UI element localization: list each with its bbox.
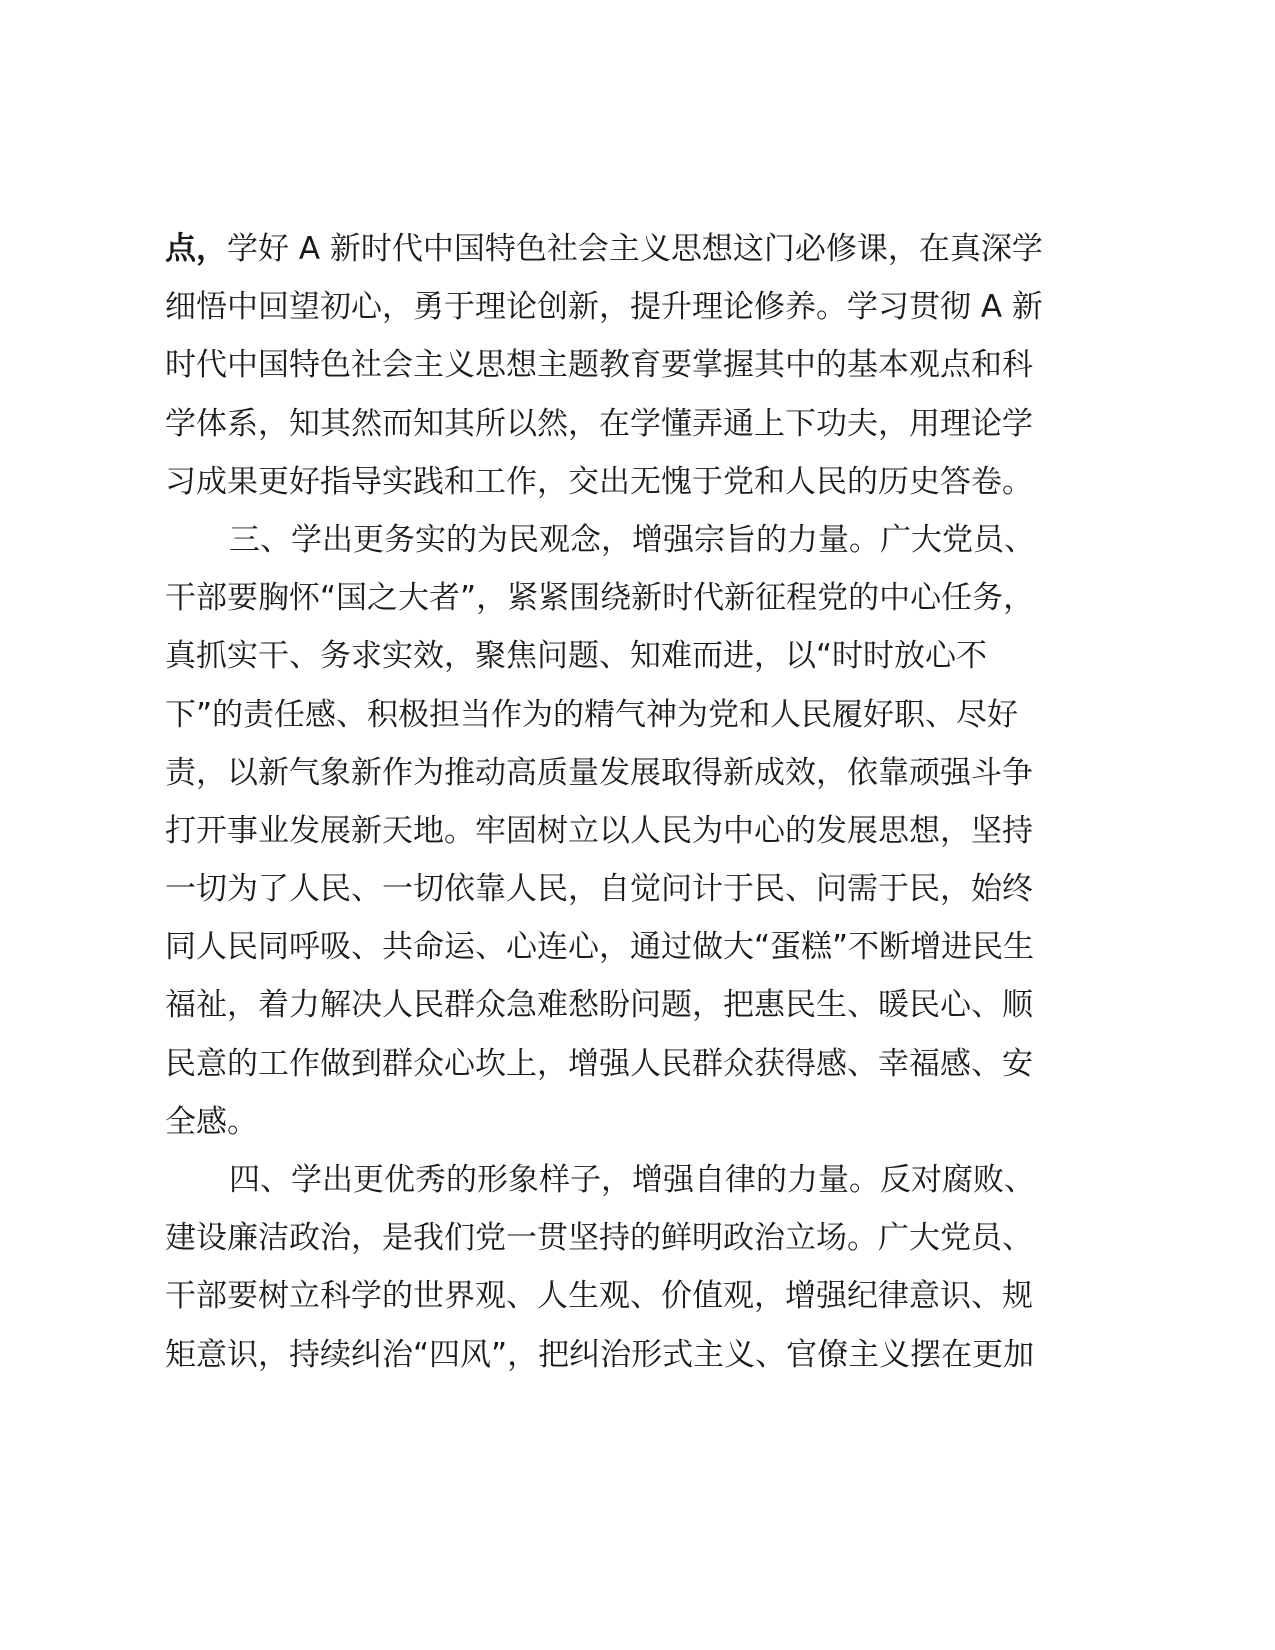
text-line: 真抓实干、务求实效，聚焦问题、知难而进，以“时时放心不 — [165, 638, 988, 675]
text-line: 责，以新气象新作为推动高质量发展取得新成效，依靠顽强斗争 — [165, 754, 1033, 791]
text-line: 民意的工作做到群众心坎上，增强人民群众获得感、幸福感、安 — [165, 1045, 1033, 1082]
text-fragment-bold: 点， — [165, 231, 227, 267]
text-fragment: 学好 A 新时代中国特色社会主义思想这门必修课，在真深学 — [227, 231, 1043, 267]
text-line: 建设廉洁政治，是我们党一贯坚持的鲜明政治立场。广大党员、 — [165, 1220, 1033, 1257]
text-line: 下”的责任感、积极担当作为的精气神为党和人民履好职、尽好 — [165, 696, 1019, 733]
text-line: 时代中国特色社会主义思想主题教育要掌握其中的基本观点和科 — [165, 347, 1033, 384]
text-line: 一切为了人民、一切依靠人民，自觉问计于民、问需于民，始终 — [165, 871, 1033, 908]
paragraph-start-line: 三、学出更务实的为民观念，增强宗旨的力量。广大党员、 — [229, 521, 1035, 558]
text-line: 干部要树立科学的世界观、人生观、价值观，增强纪律意识、规 — [165, 1278, 1033, 1315]
text-line: 干部要胸怀“国之大者”，紧紧围绕新时代新征程党的中心任务， — [165, 580, 1035, 617]
text-line: 全感。 — [165, 1103, 258, 1140]
text-line: 打开事业发展新天地。牢固树立以人民为中心的发展思想，坚持 — [165, 812, 1033, 849]
text-line: 学体系，知其然而知其所以然，在学懂弄通上下功夫，用理论学 — [165, 405, 1033, 442]
text-line: 同人民同呼吸、共命运、心连心，通过做大“蛋糕”不断增进民生 — [165, 929, 1035, 966]
text-line: 习成果更好指导实践和工作，交出无愧于党和人民的历史答卷。 — [165, 463, 1033, 500]
body-text — [165, 220, 1125, 1384]
text-line — [165, 220, 1125, 278]
text-line: 矩意识，持续纠治“四风”，把纠治形式主义、官僚主义摆在更加 — [165, 1336, 1035, 1373]
text-line: 细悟中回望初心，勇于理论创新，提升理论修养。学习贯彻 A 新 — [165, 289, 1043, 326]
text-line: 福祉，着力解决人民群众急难愁盼问题，把惠民生、暖民心、顺 — [165, 987, 1033, 1024]
paragraph-start-line: 四、学出更优秀的形象样子，增强自律的力量。反对腐败、 — [229, 1162, 1035, 1198]
